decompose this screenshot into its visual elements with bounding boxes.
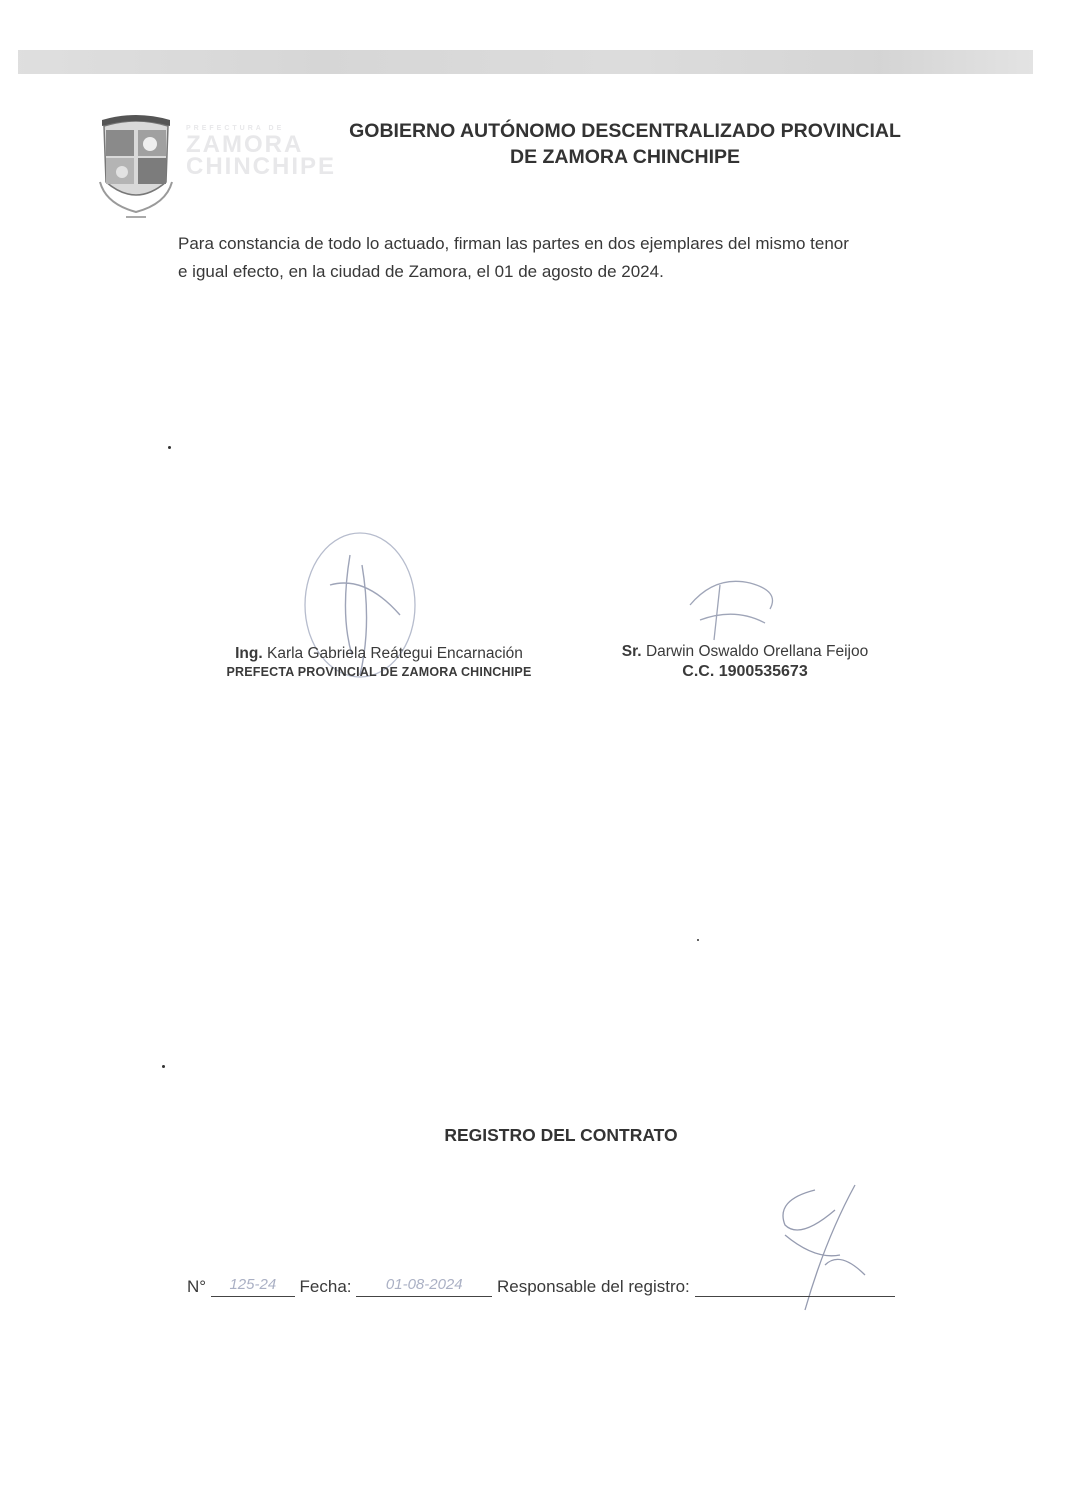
coat-of-arms-logo xyxy=(96,112,176,224)
scan-artifact-bar xyxy=(18,50,1033,74)
scan-speck xyxy=(168,446,171,449)
paragraph-line-2: e igual efecto, en la ciudad de Zamora, el 01 de agosto de 2024. xyxy=(178,262,664,281)
registry-responsible-field xyxy=(695,1276,895,1297)
signature-registry xyxy=(745,1170,915,1335)
registry-date-label: Fecha: xyxy=(299,1277,352,1296)
signatory-prefect-name: Ing. Karla Gabriela Reátegui Encarnación xyxy=(235,645,523,662)
registry-title: REGISTRO DEL CONTRATO xyxy=(444,1125,678,1145)
registry-number-field: 125-24 xyxy=(211,1276,295,1297)
closing-paragraph xyxy=(178,230,938,286)
title-line-1: GOBIERNO AUTÓNOMO DESCENTRALIZADO PROVINCIAL xyxy=(349,120,901,142)
faint-wordmark: PREFECTURA DE ZAMORA CHINCHIPE xyxy=(186,125,337,180)
scan-speck xyxy=(697,939,699,941)
signatory-contractor xyxy=(590,643,900,681)
signatory-contractor-name: Sr. Darwin Oswaldo Orellana Feijoo xyxy=(621,643,869,660)
registry-responsible-label: Responsable del registro: xyxy=(497,1277,690,1296)
title-line-2: DE ZAMORA CHINCHIPE xyxy=(509,146,741,168)
signature-right xyxy=(670,565,800,650)
registry-number-label: N° xyxy=(187,1277,207,1296)
signatory-prefect-role: PREFECTA PROVINCIAL DE ZAMORA CHINCHIPE xyxy=(226,665,532,679)
signatory-prefect xyxy=(190,645,568,679)
registry-date-field: 01-08-2024 xyxy=(356,1276,492,1297)
registry-row xyxy=(187,1276,947,1297)
paragraph-line-1: Para constancia de todo lo actuado, firman las partes en dos ejemplares del mismo tenor xyxy=(178,234,849,253)
scan-speck xyxy=(162,1065,165,1068)
institution-title xyxy=(310,118,940,170)
signatory-contractor-id: C.C. 1900535673 xyxy=(682,663,808,680)
